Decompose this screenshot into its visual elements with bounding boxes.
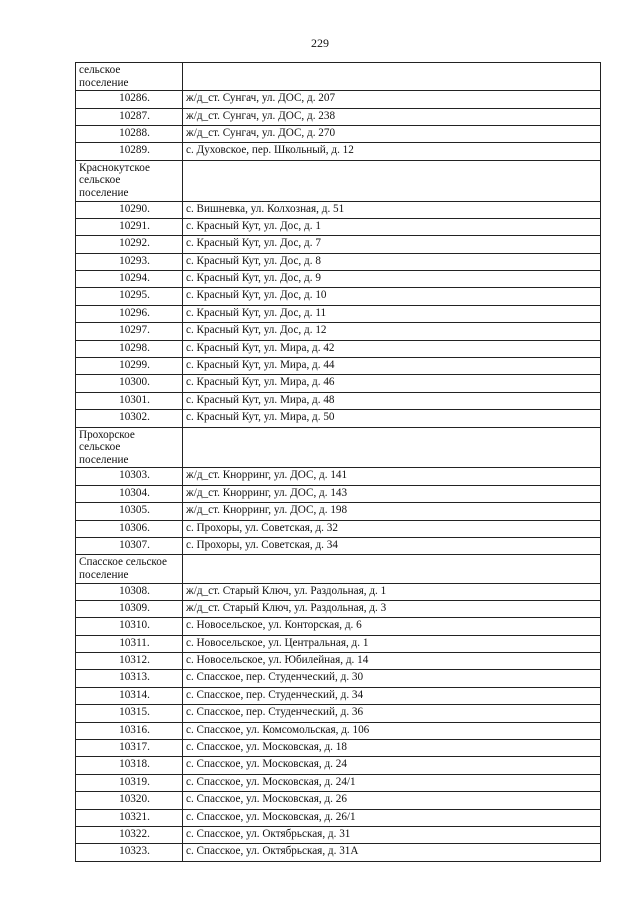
- row-number: 10301.: [76, 392, 183, 409]
- address-row: [76, 91, 601, 108]
- address-cell: ж/д_ст. Кнорринг, ул. ДОС, д. 143: [183, 485, 601, 502]
- row-number: 10321.: [76, 809, 183, 826]
- row-number: 10304.: [76, 485, 183, 502]
- settlement-name: Краснокутское сельское поселение: [76, 160, 183, 201]
- settlement-header-row: [76, 63, 601, 91]
- address-cell: с. Прохоры, ул. Советская, д. 32: [183, 520, 601, 537]
- address-cell: с. Спасское, ул. Московская, д. 26: [183, 792, 601, 809]
- address-cell: с. Красный Кут, ул. Дос, д. 1: [183, 218, 601, 235]
- row-number: 10306.: [76, 520, 183, 537]
- address-cell: с. Красный Кут, ул. Дос, д. 9: [183, 271, 601, 288]
- address-cell: с. Красный Кут, ул. Дос, д. 11: [183, 305, 601, 322]
- row-number: 10302.: [76, 410, 183, 427]
- address-cell: с. Красный Кут, ул. Мира, д. 50: [183, 410, 601, 427]
- address-cell: с. Спасское, ул. Комсомольская, д. 106: [183, 722, 601, 739]
- address-table-body: [76, 63, 601, 862]
- row-number: 10287.: [76, 108, 183, 125]
- address-row: [76, 844, 601, 861]
- address-row: [76, 288, 601, 305]
- address-row: [76, 792, 601, 809]
- row-number: 10319.: [76, 774, 183, 791]
- address-row: [76, 410, 601, 427]
- address-cell: ж/д_ст. Сунгач, ул. ДОС, д. 238: [183, 108, 601, 125]
- address-row: [76, 305, 601, 322]
- address-cell: [183, 427, 601, 468]
- row-number: 10314.: [76, 687, 183, 704]
- address-cell: с. Красный Кут, ул. Дос, д. 8: [183, 253, 601, 270]
- address-cell: с. Красный Кут, ул. Дос, д. 10: [183, 288, 601, 305]
- address-row: [76, 653, 601, 670]
- row-number: 10293.: [76, 253, 183, 270]
- row-number: 10303.: [76, 468, 183, 485]
- address-cell: с. Новосельское, ул. Юбилейная, д. 14: [183, 653, 601, 670]
- address-row: [76, 125, 601, 142]
- row-number: 10307.: [76, 537, 183, 554]
- address-cell: ж/д_ст. Кнорринг, ул. ДОС, д. 198: [183, 503, 601, 520]
- address-row: [76, 705, 601, 722]
- row-number: 10298.: [76, 340, 183, 357]
- row-number: 10299.: [76, 358, 183, 375]
- address-row: [76, 340, 601, 357]
- address-cell: с. Спасское, ул. Октябрьская, д. 31: [183, 827, 601, 844]
- address-cell: с. Прохоры, ул. Советская, д. 34: [183, 537, 601, 554]
- settlement-header-row: [76, 555, 601, 583]
- address-row: [76, 600, 601, 617]
- row-number: 10320.: [76, 792, 183, 809]
- address-row: [76, 635, 601, 652]
- row-number: 10300.: [76, 375, 183, 392]
- address-row: [76, 358, 601, 375]
- row-number: 10296.: [76, 305, 183, 322]
- address-row: [76, 143, 601, 160]
- address-cell: с. Спасское, пер. Студенческий, д. 30: [183, 670, 601, 687]
- address-cell: с. Спасское, пер. Студенческий, д. 34: [183, 687, 601, 704]
- address-row: [76, 236, 601, 253]
- address-cell: с. Спасское, ул. Московская, д. 24/1: [183, 774, 601, 791]
- row-number: 10323.: [76, 844, 183, 861]
- address-row: [76, 583, 601, 600]
- address-cell: ж/д_ст. Кнорринг, ул. ДОС, д. 141: [183, 468, 601, 485]
- address-cell: ж/д_ст. Старый Ключ, ул. Раздольная, д. 3: [183, 600, 601, 617]
- row-number: 10322.: [76, 827, 183, 844]
- address-row: [76, 537, 601, 554]
- row-number: 10292.: [76, 236, 183, 253]
- row-number: 10312.: [76, 653, 183, 670]
- address-row: [76, 375, 601, 392]
- address-table: [75, 62, 601, 862]
- address-cell: [183, 160, 601, 201]
- address-row: [76, 774, 601, 791]
- address-row: [76, 201, 601, 218]
- address-row: [76, 271, 601, 288]
- row-number: 10318.: [76, 757, 183, 774]
- address-cell: с. Новосельское, ул. Центральная, д. 1: [183, 635, 601, 652]
- row-number: 10286.: [76, 91, 183, 108]
- address-row: [76, 108, 601, 125]
- address-cell: с. Красный Кут, ул. Дос, д. 12: [183, 323, 601, 340]
- address-cell: с. Красный Кут, ул. Мира, д. 48: [183, 392, 601, 409]
- settlement-name: Прохорское сельское поселение: [76, 427, 183, 468]
- row-number: 10288.: [76, 125, 183, 142]
- address-row: [76, 392, 601, 409]
- address-row: [76, 687, 601, 704]
- address-cell: ж/д_ст. Старый Ключ, ул. Раздольная, д. 1: [183, 583, 601, 600]
- address-cell: с. Спасское, ул. Октябрьская, д. 31А: [183, 844, 601, 861]
- address-row: [76, 740, 601, 757]
- address-row: [76, 722, 601, 739]
- address-row: [76, 503, 601, 520]
- address-row: [76, 218, 601, 235]
- row-number: 10291.: [76, 218, 183, 235]
- row-number: 10315.: [76, 705, 183, 722]
- address-row: [76, 757, 601, 774]
- address-cell: [183, 63, 601, 91]
- row-number: 10297.: [76, 323, 183, 340]
- address-cell: с. Спасское, пер. Студенческий, д. 36: [183, 705, 601, 722]
- address-cell: с. Красный Кут, ул. Мира, д. 46: [183, 375, 601, 392]
- address-cell: с. Красный Кут, ул. Мира, д. 44: [183, 358, 601, 375]
- row-number: 10313.: [76, 670, 183, 687]
- address-row: [76, 468, 601, 485]
- row-number: 10308.: [76, 583, 183, 600]
- row-number: 10290.: [76, 201, 183, 218]
- row-number: 10309.: [76, 600, 183, 617]
- address-cell: с. Духовское, пер. Школьный, д. 12: [183, 143, 601, 160]
- row-number: 10289.: [76, 143, 183, 160]
- address-row: [76, 809, 601, 826]
- row-number: 10311.: [76, 635, 183, 652]
- address-cell: с. Спасское, ул. Московская, д. 24: [183, 757, 601, 774]
- settlement-name: Спасское сельское поселение: [76, 555, 183, 583]
- settlement-header-row: [76, 427, 601, 468]
- row-number: 10310.: [76, 618, 183, 635]
- address-cell: с. Новосельское, ул. Конторская, д. 6: [183, 618, 601, 635]
- address-row: [76, 323, 601, 340]
- page-number: 229: [311, 36, 329, 50]
- address-cell: ж/д_ст. Сунгач, ул. ДОС, д. 270: [183, 125, 601, 142]
- address-row: [76, 618, 601, 635]
- row-number: 10294.: [76, 271, 183, 288]
- address-cell: с. Спасское, ул. Московская, д. 26/1: [183, 809, 601, 826]
- address-cell: [183, 555, 601, 583]
- address-cell: ж/д_ст. Сунгач, ул. ДОС, д. 207: [183, 91, 601, 108]
- settlement-header-row: [76, 160, 601, 201]
- address-cell: с. Спасское, ул. Московская, д. 18: [183, 740, 601, 757]
- row-number: 10295.: [76, 288, 183, 305]
- address-row: [76, 827, 601, 844]
- row-number: 10317.: [76, 740, 183, 757]
- settlement-name: сельское поселение: [76, 63, 183, 91]
- address-cell: с. Красный Кут, ул. Дос, д. 7: [183, 236, 601, 253]
- address-row: [76, 520, 601, 537]
- address-row: [76, 670, 601, 687]
- row-number: 10316.: [76, 722, 183, 739]
- address-cell: с. Вишневка, ул. Колхозная, д. 51: [183, 201, 601, 218]
- address-row: [76, 253, 601, 270]
- address-row: [76, 485, 601, 502]
- address-cell: с. Красный Кут, ул. Мира, д. 42: [183, 340, 601, 357]
- row-number: 10305.: [76, 503, 183, 520]
